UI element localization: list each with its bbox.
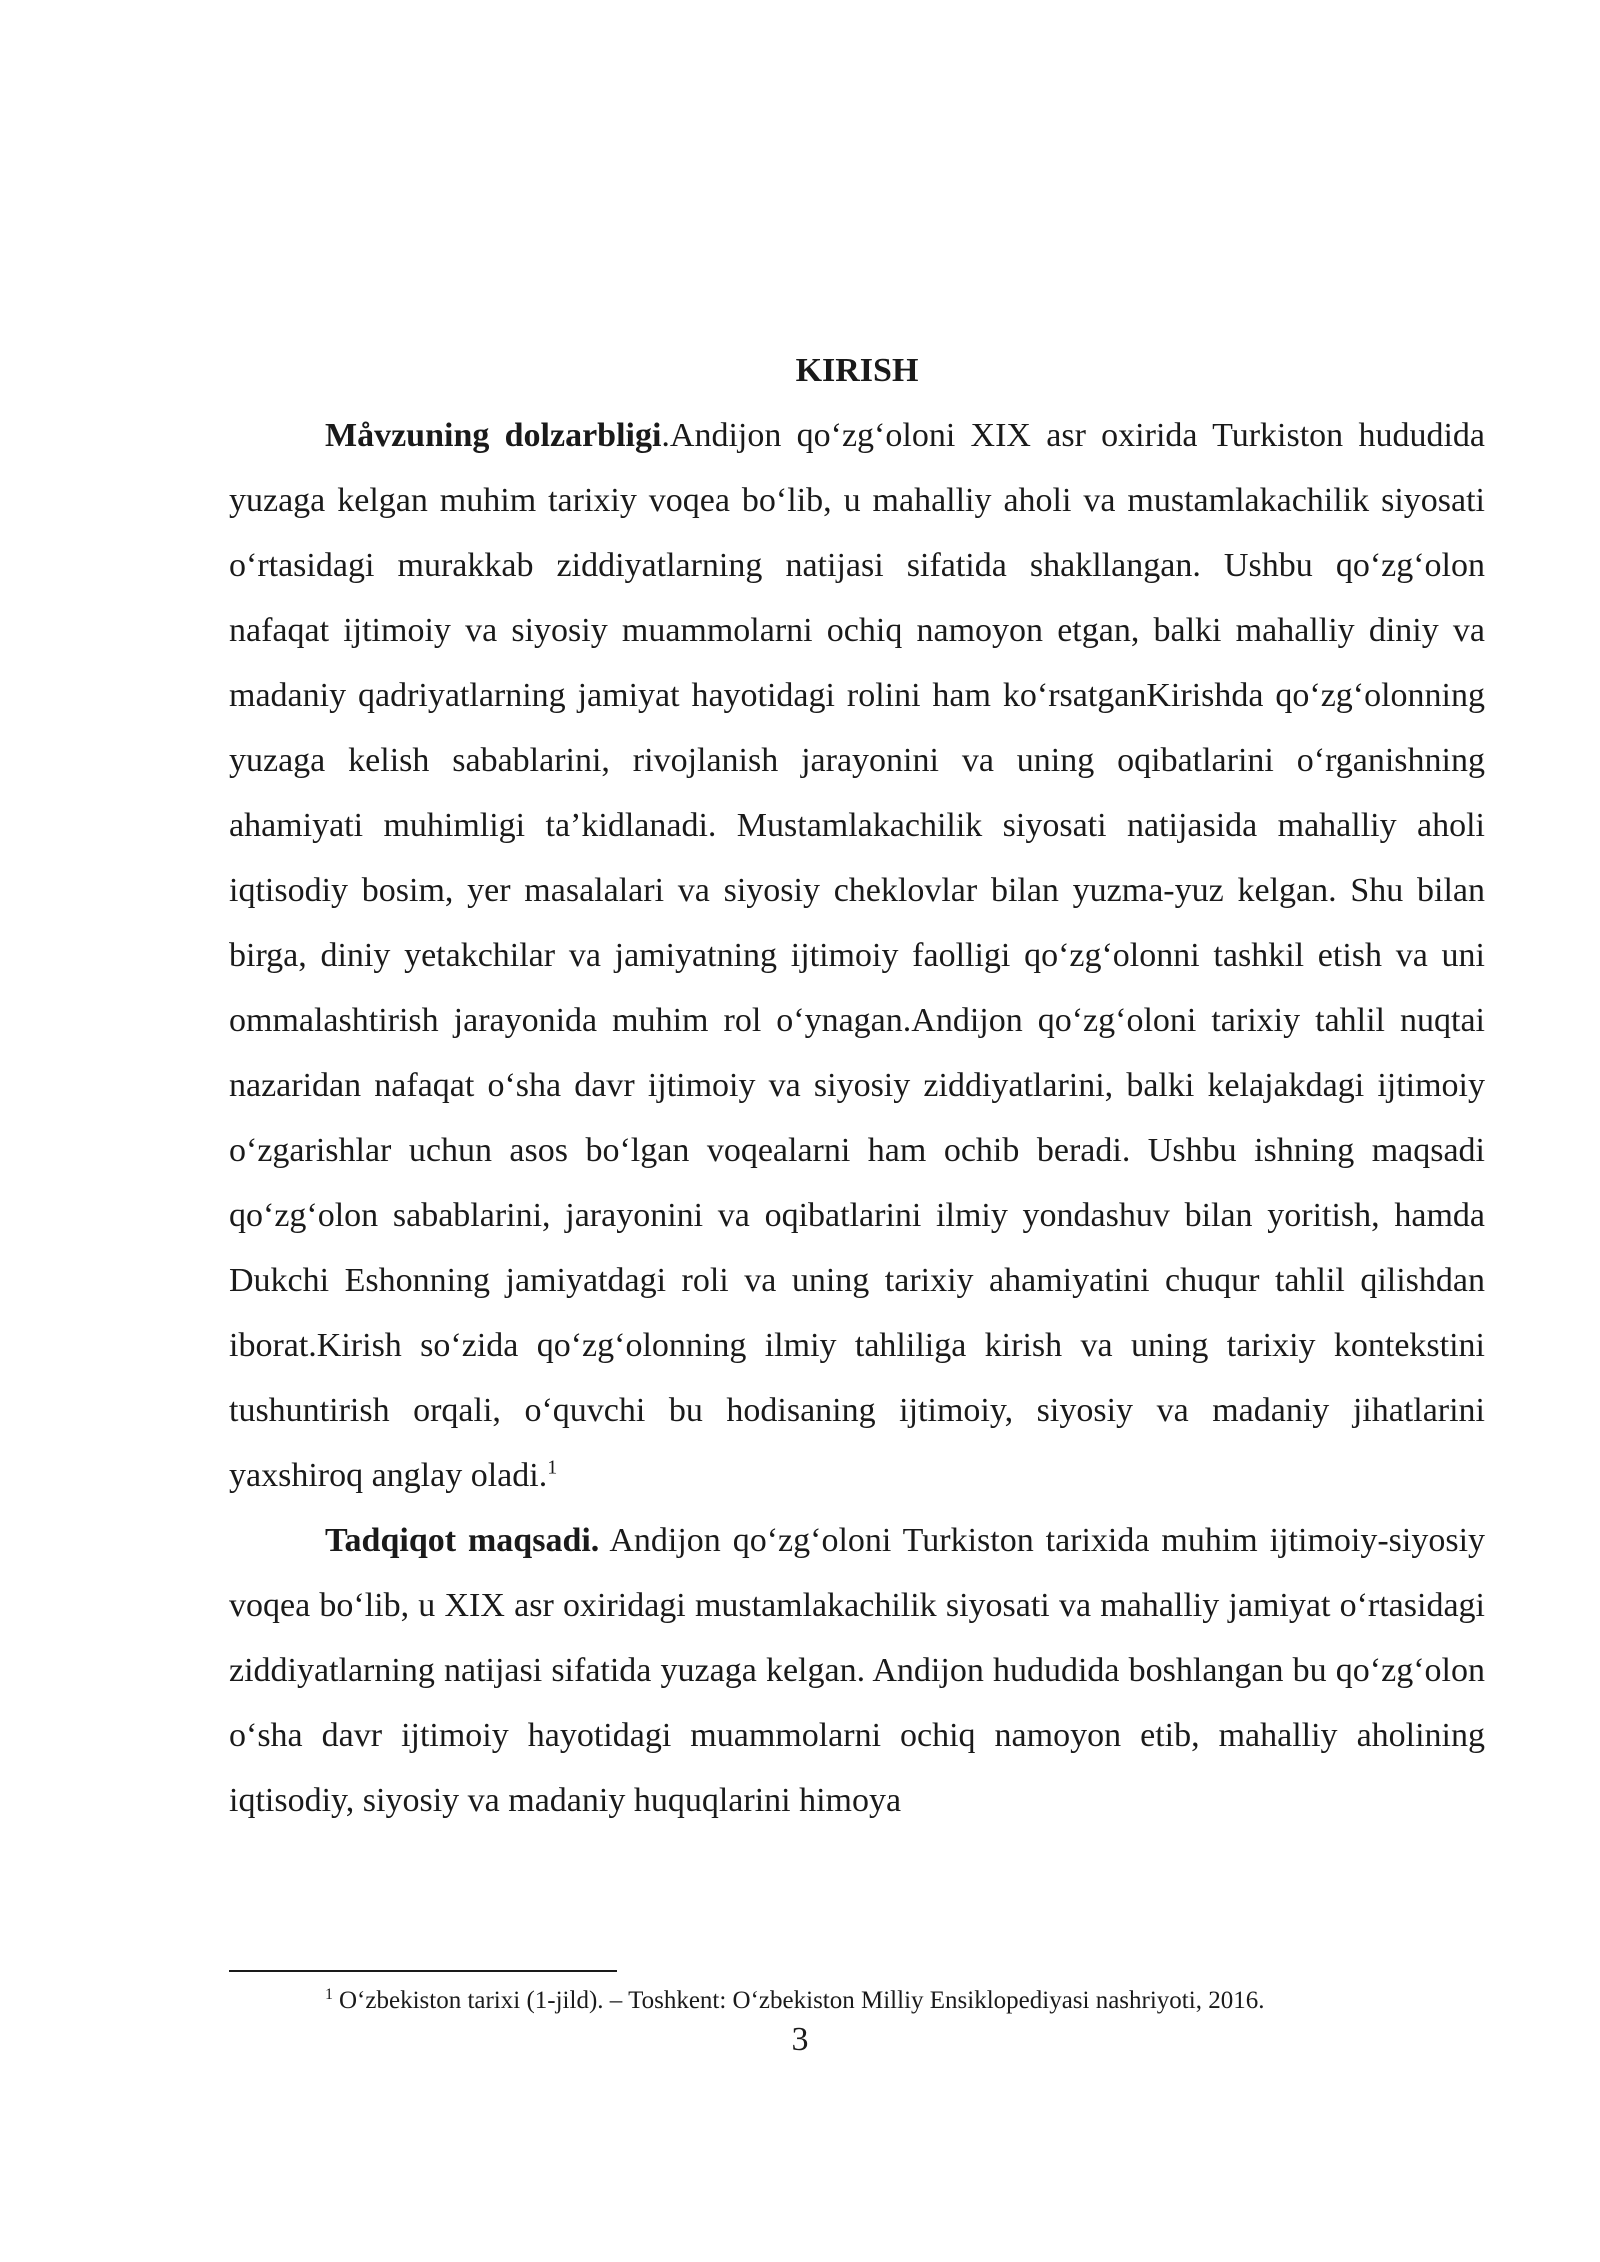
page-number: 3	[791, 2021, 809, 2058]
paragraph-lead: Tadqiqot maqsadi.	[325, 1522, 600, 1559]
footnote-separator	[229, 1970, 617, 1972]
footnote	[229, 1984, 1485, 2018]
paragraph-lead: Måvzuning dolzarbligi	[325, 417, 662, 454]
footnote-text: O‘zbekiston tarixi (1-jild). – Toshkent: O‘zbekiston Milliy Ensiklopediyasi nashriyoti, 2016.	[339, 1987, 1265, 2014]
paragraph-text: Andijon qo‘zg‘oloni Turkiston tarixida muhim ijtimoiy-siyosiy voqea bo‘lib, u XIX asr oxiridagi mustamlakachilik siyosati va mahalliy jamiyat o‘rtasidagi ziddiyatlarning natijasi sifatida yuzaga kelgan. Andijon hududida boshlangan bu qo‘zg‘olon o‘sha davr ijtimoiy hayotidagi muammolarni ochiq namoyon etib, mahalliy aholining iqtisodiy, siyosiy va madaniy huquqlarini himoya	[229, 1522, 1486, 1819]
paragraph-text: .Andijon qo‘zg‘oloni XIX asr oxirida Turkiston hududida yuzaga kelgan muhim tarixiy voqea bo‘lib, u mahalliy aholi va mustamlakachilik siyosati o‘rtasidagi murakkab ziddiyatlarning natijasi sifatida shakllangan. Ushbu qo‘zg‘olon nafaqat ijtimoiy va siyosiy muammolarni ochiq namoyon etgan, balki mahalliy diniy va madaniy qadriyatlarning jamiyat hayotidagi rolini ham ko‘rsatganKirishda qo‘zg‘olonning yuzaga kelish sabablarini, rivojlanish jarayonini va uning oqibatlarini o‘rganishning ahamiyati muhimligi ta’kidlanadi. Mustamlakachilik siyosati natijasida mahalliy aholi iqtisodiy bosim, yer masalalari va siyosiy cheklovlar bilan yuzma-yuz kelgan. Shu bilan birga, diniy yetakchilar va jamiyatning ijtimoiy faolligi qo‘zg‘olonni tashkil etish va uni ommalashtirish jarayonida muhim rol o‘ynagan.Andijon qo‘zg‘oloni tarixiy tahlil nuqtai nazaridan nafaqat o‘sha davr ijtimoiy va siyosiy ziddiyatlarini, balki kelajakdagi ijtimoiy o‘zgarishlar uchun asos bo‘lgan voqealarni ham ochib beradi. Ushbu ishning maqsadi qo‘zg‘olon sabablarini, jarayonini va oqibatlarini ilmiy yondashuv bilan yoritish, hamda Dukchi Eshonning jamiyatdagi roli va uning tarixiy ahamiyatini chuqur tahlil qilishdan iborat.Kirish so‘zida qo‘zg‘olonning ilmiy tahliliga kirish va uning tarixiy kontekstini tushuntirish orqali, o‘quvchi bu hodisaning ijtimoiy, siyosiy va madaniy jihatlarini yaxshiroq anglay oladi.	[229, 417, 1485, 1494]
paragraph-relevance	[229, 403, 1485, 1508]
footnote-number: 1	[325, 1985, 333, 2003]
main-content	[229, 338, 1485, 1833]
footnote-reference[interactable]: 1	[547, 1456, 558, 1479]
section-heading: KIRISH	[795, 352, 919, 389]
paragraph-research-goal	[229, 1508, 1485, 1833]
